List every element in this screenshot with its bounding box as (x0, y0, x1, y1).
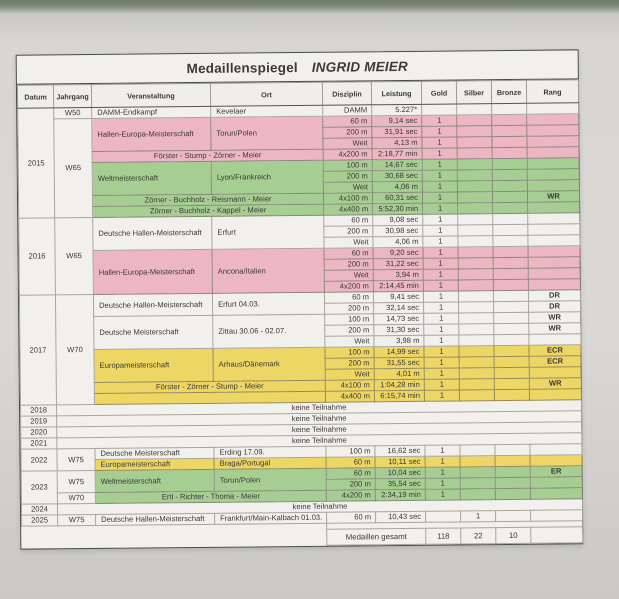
cell (492, 169, 527, 180)
cell (492, 180, 527, 191)
cell: 200 m (326, 479, 375, 490)
cell: 3,98 m (374, 335, 424, 346)
cell: 200 m (325, 358, 374, 369)
cell: 1 (424, 346, 459, 357)
cell (494, 389, 529, 400)
cell: Deutsche Hallen-Meisterschaft (93, 293, 212, 316)
cell: 1 (422, 115, 457, 126)
cell (457, 137, 492, 148)
cell: 4,01 m (374, 368, 424, 379)
cell (492, 147, 527, 158)
column-header: Ort (210, 82, 322, 106)
no-participation: keine Teilnahme (56, 400, 581, 416)
cell: 31,55 sec (374, 357, 424, 368)
year-cell: 2018 (21, 405, 57, 416)
cell: 30,68 sec (372, 170, 422, 181)
cell: 5.227* (372, 104, 422, 115)
cell: 1 (423, 225, 458, 236)
cell: 10,43 sec (376, 511, 426, 522)
cell (493, 279, 528, 290)
year-cell: 2024 (21, 504, 57, 515)
cell: 9,20 sec (373, 247, 423, 258)
year-cell: 2017 (19, 295, 56, 405)
cell (494, 301, 529, 312)
cell: 31,91 sec (372, 126, 422, 137)
cell (529, 389, 581, 400)
column-header: Jahrgang (53, 84, 91, 107)
cell (458, 225, 493, 236)
cell: 100 m (325, 347, 374, 358)
cell (527, 114, 579, 125)
cell: Hallen-Europa-Meisterschaft (92, 117, 211, 151)
cell: Weit (323, 138, 372, 149)
cell (457, 148, 492, 159)
cell: 200 m (325, 325, 374, 336)
cell (493, 290, 528, 301)
cell (494, 312, 529, 323)
cell: 200 m (323, 171, 372, 182)
cell (459, 346, 494, 357)
cell: 1 (424, 313, 459, 324)
cell (459, 379, 494, 390)
cell: Deutsche Hallen-Meisterschaft (93, 216, 212, 250)
cell (457, 115, 492, 126)
cell (531, 510, 583, 521)
cell: 1:04,28 min (374, 379, 424, 390)
column-header: Silber (456, 81, 491, 104)
medal-table (17, 79, 583, 548)
cell: 60 m (324, 248, 373, 259)
medal-sheet (16, 49, 584, 549)
cell: 1 (422, 137, 457, 148)
cell: 1 (461, 511, 496, 522)
cell (492, 191, 527, 202)
cell (493, 202, 528, 213)
record-badge: ECR (529, 356, 581, 367)
cell (459, 324, 494, 335)
cell (457, 170, 492, 181)
record-badge: ECR (529, 345, 581, 356)
cell (495, 488, 530, 499)
cell (422, 104, 457, 115)
column-header: Leistung (371, 81, 421, 104)
cell (527, 136, 579, 147)
cell (459, 313, 494, 324)
cell (460, 489, 495, 500)
cell (495, 466, 530, 477)
cell: 1 (424, 379, 459, 390)
cell (528, 268, 580, 279)
totals-label: Medaillen gesamt (327, 528, 426, 545)
cell (492, 136, 527, 147)
cell: 4,06 m (372, 181, 422, 192)
cell: 1 (423, 291, 458, 302)
cell: 31,22 sec (373, 258, 423, 269)
cell: 4,06 m (373, 236, 423, 247)
cell (531, 527, 583, 543)
cell (527, 147, 579, 158)
cell (457, 192, 492, 203)
cell: 1 (423, 258, 458, 269)
cell: 4x400 m (325, 391, 374, 402)
cell: 14,99 sec (374, 346, 424, 357)
cell: 4x200 m (323, 149, 372, 160)
cell: 5:52,30 min (373, 203, 423, 214)
cell: Weltmeisterschaft (92, 161, 211, 195)
cell: Deutsche Hallen-Meisterschaft (96, 513, 215, 525)
cell (457, 104, 492, 115)
cell (527, 125, 579, 136)
cell: W75 (58, 514, 96, 525)
cell (528, 224, 580, 235)
cell: Europameisterschaft (94, 348, 213, 382)
cell: 1 (425, 478, 460, 489)
cell (459, 368, 494, 379)
cell: 1 (423, 280, 458, 291)
cell: Hallen-Europa-Meisterschaft (93, 249, 212, 294)
cell: Weit (324, 270, 373, 281)
cell (528, 202, 580, 213)
cell (457, 181, 492, 192)
cell: Torun/Polen (211, 116, 323, 150)
column-header: Datum (17, 85, 53, 108)
cell: 1 (423, 236, 458, 247)
cell: 6:15,74 min (374, 390, 424, 401)
cell: Kevelaer (211, 105, 323, 117)
cell: 4x200 m (324, 281, 373, 292)
cell (494, 378, 529, 389)
column-header: Veranstaltung (91, 83, 210, 107)
cell: 14,73 sec (374, 313, 424, 324)
cell: 1 (424, 324, 459, 335)
cell (530, 488, 582, 499)
cell: W70 (57, 492, 95, 503)
cell: 100 m (326, 446, 375, 457)
cell (458, 258, 493, 269)
cell (496, 510, 531, 521)
cell: 10,11 sec (375, 456, 425, 467)
cell: 1 (423, 269, 458, 280)
cell (494, 345, 529, 356)
cell (458, 291, 493, 302)
cell (527, 103, 579, 114)
cell (529, 367, 581, 378)
cell (493, 235, 528, 246)
cell (494, 334, 529, 345)
column-header: Bronze (491, 80, 526, 103)
cell: 4,13 m (372, 137, 422, 148)
cell: 3,94 m (373, 269, 423, 280)
cell: 1 (422, 170, 457, 181)
cell: Ancona/Italien (212, 248, 324, 293)
athlete-name: INGRID MEIER (311, 58, 409, 75)
cell: Erfurt 04.03. (212, 292, 324, 315)
cell: 2:14,45 min (373, 280, 423, 291)
cell: Europameisterschaft (95, 458, 214, 470)
cell (458, 203, 493, 214)
cell: Deutsche Meisterschaft (94, 315, 213, 349)
cell (494, 323, 529, 334)
cell: 35,54 sec (375, 478, 425, 489)
cell: 9,08 sec (373, 214, 423, 225)
relay-names: Förster - Zörner - Stump - Meier (94, 380, 325, 393)
no-participation: keine Teilnahme (57, 433, 582, 449)
cell (493, 213, 528, 224)
cell: 60 m (324, 292, 373, 303)
cell (494, 356, 529, 367)
cell (492, 103, 527, 114)
cell (527, 180, 579, 191)
cell: Erding 17.09. (214, 446, 326, 458)
cell (426, 511, 461, 522)
cell: W75 (57, 448, 95, 470)
cell: DAMM-Endkampf (92, 106, 211, 118)
cell: W65 (55, 217, 94, 294)
relay-names: Zörner - Buchholz - Reismann - Meier (92, 193, 323, 206)
cell: 60 m (326, 457, 375, 468)
cell: 1 (424, 390, 459, 401)
cell (493, 246, 528, 257)
cell (459, 357, 494, 368)
cell: 1 (423, 247, 458, 258)
year-cell: 2016 (19, 218, 56, 295)
cell: 16,62 sec (375, 445, 425, 456)
record-badge: WR (527, 191, 579, 202)
cell: Torun/Polen (214, 468, 326, 491)
cell (457, 126, 492, 137)
cell: 31,30 sec (374, 324, 424, 335)
year-cell: 2019 (21, 416, 57, 427)
cell: 1 (422, 192, 457, 203)
title-label: Medaillenspiegel (186, 59, 298, 76)
cell (527, 158, 579, 169)
cell (460, 456, 495, 467)
cell: 200 m (324, 259, 373, 270)
record-badge: ER (530, 466, 582, 477)
column-header: Disziplin (322, 82, 371, 105)
cell: 1 (422, 126, 457, 137)
cell: 1 (423, 203, 458, 214)
cell (460, 478, 495, 489)
cell: 4x100 m (323, 193, 372, 204)
record-badge: WR (529, 312, 581, 323)
no-participation: keine Teilnahme (57, 422, 582, 438)
cell: Frankfurt/Main-Kalbach 01.03. (215, 512, 327, 524)
cell (528, 246, 580, 257)
relay-names: Förster - Stump - Zörner - Meier (92, 149, 323, 162)
cell: 30,98 sec (373, 225, 423, 236)
cell (527, 169, 579, 180)
cell (459, 302, 494, 313)
cell (528, 235, 580, 246)
cell (458, 280, 493, 291)
cell: 60 m (323, 116, 372, 127)
cell (492, 158, 527, 169)
cell: 60,31 sec (372, 192, 422, 203)
cell: Deutsche Meisterschaft (95, 447, 214, 459)
column-header: Gold (421, 81, 456, 104)
cell: 14,67 sec (372, 159, 422, 170)
cell: W65 (54, 118, 93, 217)
cell (528, 257, 580, 268)
no-participation: keine Teilnahme (57, 499, 582, 515)
cell: W75 (57, 470, 95, 492)
cell: 1 (422, 148, 457, 159)
cell: Weit (325, 336, 374, 347)
cell: Arhaus/Dänemark (213, 347, 325, 381)
cell: Weltmeisterschaft (95, 469, 214, 492)
cell: DAMM (323, 105, 372, 116)
cell: 1 (425, 445, 460, 456)
cell: 9,14 sec (372, 115, 422, 126)
relay-names: Ertl - Richter - Thoma - Meier (95, 490, 326, 503)
relay-names: Zörner - Buchholz - Kappel - Meier (93, 204, 324, 217)
gold-total: 118 (426, 528, 461, 544)
cell: Weit (323, 182, 372, 193)
cell: 1 (424, 335, 459, 346)
record-badge: DR (529, 301, 581, 312)
cell: 4x100 m (325, 380, 374, 391)
cell: Weit (324, 237, 373, 248)
cell: Zittau 30.06 - 02.07. (213, 314, 325, 348)
cell (494, 367, 529, 378)
cell (528, 279, 580, 290)
cell: 10,04 sec (375, 467, 425, 478)
cell: 9,41 sec (373, 291, 423, 302)
cell: 1 (425, 456, 460, 467)
cell: 60 m (327, 512, 376, 523)
cell (493, 224, 528, 235)
cell (529, 334, 581, 345)
cell (495, 444, 530, 455)
cell: W70 (55, 294, 94, 404)
cell (530, 477, 582, 488)
cell: 1 (425, 467, 460, 478)
cell (493, 257, 528, 268)
cell (22, 523, 327, 548)
cell (457, 159, 492, 170)
cell (459, 335, 494, 346)
no-participation: keine Teilnahme (57, 411, 582, 427)
cell: 60 m (326, 468, 375, 479)
year-cell: 2020 (21, 427, 57, 438)
silver-total: 22 (461, 528, 496, 544)
record-badge: WR (529, 378, 581, 389)
cell: 4x400 m (324, 204, 373, 215)
cell (458, 236, 493, 247)
cell: Lyon/Frankreich (211, 160, 323, 194)
cell: 32,14 sec (374, 302, 424, 313)
cell (493, 268, 528, 279)
cell: W50 (54, 107, 92, 118)
cell: 1 (422, 159, 457, 170)
cell (458, 269, 493, 280)
cell: 1 (424, 302, 459, 313)
cell (458, 247, 493, 258)
cell (492, 114, 527, 125)
year-cell: 2021 (21, 438, 57, 449)
cell: 200 m (324, 226, 373, 237)
cell (495, 455, 530, 466)
year-cell: 2025 (22, 515, 58, 526)
column-header: Rang (526, 80, 578, 103)
cell (460, 467, 495, 478)
cell: 1 (422, 181, 457, 192)
cell (528, 213, 580, 224)
cell (458, 214, 493, 225)
cell (530, 444, 582, 455)
cell (492, 125, 527, 136)
cell: Braga/Portugal (214, 457, 326, 469)
cell: 1 (423, 214, 458, 225)
cell: Weit (325, 369, 374, 380)
cell: 100 m (323, 160, 372, 171)
bronze-total: 10 (496, 527, 531, 543)
cell: Erfurt (212, 215, 324, 249)
cell: 60 m (324, 215, 373, 226)
cell (495, 477, 530, 488)
year-cell: 2015 (18, 108, 55, 218)
record-badge: DR (528, 290, 580, 301)
cell: 2:34,19 min (375, 489, 425, 500)
cell: 1 (425, 489, 460, 500)
cell: 200 m (325, 303, 374, 314)
cell: 2:18,77 min (372, 148, 422, 159)
cell: 100 m (325, 314, 374, 325)
year-cell: 2023 (21, 471, 57, 504)
cell (459, 390, 494, 401)
cell: 1 (424, 357, 459, 368)
table-body (18, 103, 583, 548)
cell (530, 455, 582, 466)
cell: 200 m (323, 127, 372, 138)
cell (460, 445, 495, 456)
cell: 1 (424, 368, 459, 379)
year-cell: 2022 (21, 449, 57, 471)
cell: 4x200 m (326, 490, 375, 501)
record-badge: WR (529, 323, 581, 334)
